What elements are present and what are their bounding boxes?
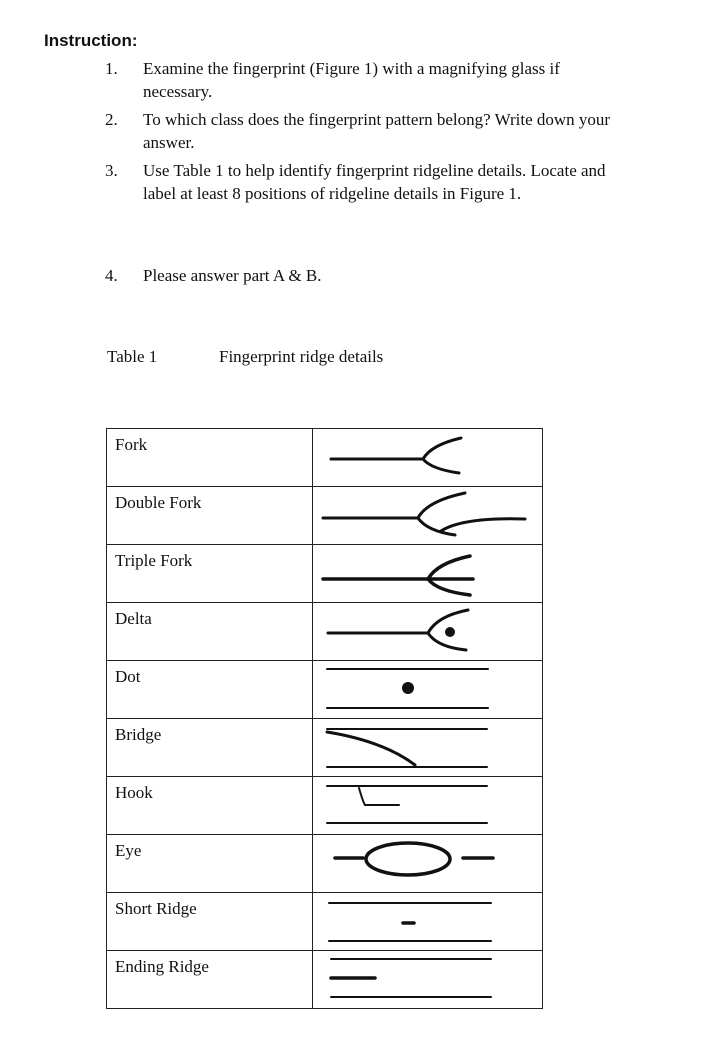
triple-fork-icon <box>313 545 542 602</box>
detail-name: Eye <box>115 841 142 860</box>
detail-name-cell <box>107 951 313 1009</box>
detail-name: Double Fork <box>115 493 202 512</box>
table-row <box>107 545 543 603</box>
detail-name-cell <box>107 777 313 835</box>
detail-image-cell <box>313 951 543 1009</box>
detail-image-cell <box>313 545 543 603</box>
short-ridge-icon <box>313 893 542 950</box>
step-text <box>143 108 673 154</box>
detail-name: Hook <box>115 783 153 802</box>
step-number: 3. <box>105 161 118 180</box>
detail-name-cell <box>107 719 313 777</box>
detail-name: Delta <box>115 609 152 628</box>
detail-image-cell <box>313 661 543 719</box>
hook-icon <box>313 777 542 834</box>
table-row <box>107 777 543 835</box>
ending-ridge-icon <box>313 951 542 1008</box>
detail-name-cell <box>107 545 313 603</box>
table-row <box>107 835 543 893</box>
detail-name-cell <box>107 835 313 893</box>
detail-name-cell <box>107 429 313 487</box>
detail-name: Dot <box>115 667 141 686</box>
step-text-line: label at least 8 positions of ridgeline details in Figure 1. <box>143 184 522 203</box>
detail-name: Fork <box>115 435 148 454</box>
delta-icon <box>313 603 542 660</box>
step-text-line: Examine the fingerprint (Figure 1) with a magnifying glass if <box>143 59 560 78</box>
detail-image-cell <box>313 429 543 487</box>
detail-image-cell <box>313 835 543 893</box>
detail-name: Short Ridge <box>115 899 197 918</box>
detail-name-cell <box>107 487 313 545</box>
step-text-line: Please answer part A & B. <box>143 266 322 285</box>
detail-image-cell <box>313 893 543 951</box>
step-text <box>143 264 673 287</box>
detail-name: Bridge <box>115 725 162 744</box>
detail-image-cell <box>313 487 543 545</box>
table-row <box>107 719 543 777</box>
table-title: Fingerprint ridge details <box>219 347 384 366</box>
detail-image-cell <box>313 719 543 777</box>
table-row <box>107 487 543 545</box>
eye-icon <box>313 835 542 892</box>
detail-image-cell <box>313 603 543 661</box>
double-fork-icon <box>313 487 542 544</box>
table-row <box>107 661 543 719</box>
step-text-line: answer. <box>143 133 195 152</box>
instruction-heading: Instruction: <box>44 31 138 50</box>
detail-name-cell <box>107 603 313 661</box>
detail-image-cell <box>313 777 543 835</box>
step-number: 1. <box>105 59 118 78</box>
table-row <box>107 603 543 661</box>
step-number: 4. <box>105 266 118 285</box>
detail-name: Ending Ridge <box>115 957 209 976</box>
step-text <box>143 159 673 205</box>
table-row <box>107 429 543 487</box>
bridge-icon <box>313 719 542 776</box>
detail-name: Triple Fork <box>115 551 193 570</box>
fork-icon <box>313 429 542 486</box>
step-number: 2. <box>105 110 118 129</box>
table-label: Table 1 <box>107 347 158 366</box>
step-text-line: Use Table 1 to help identify fingerprint ridgeline details. Locate and <box>143 161 606 180</box>
step-text <box>143 57 673 103</box>
step-text-line: To which class does the fingerprint pattern belong? Write down your <box>143 110 611 129</box>
table-row <box>107 893 543 951</box>
detail-name-cell <box>107 661 313 719</box>
dot-icon <box>313 661 542 718</box>
detail-name-cell <box>107 893 313 951</box>
table-row <box>107 951 543 1009</box>
step-text-line: necessary. <box>143 82 213 101</box>
ridge-details-table <box>106 428 543 1009</box>
